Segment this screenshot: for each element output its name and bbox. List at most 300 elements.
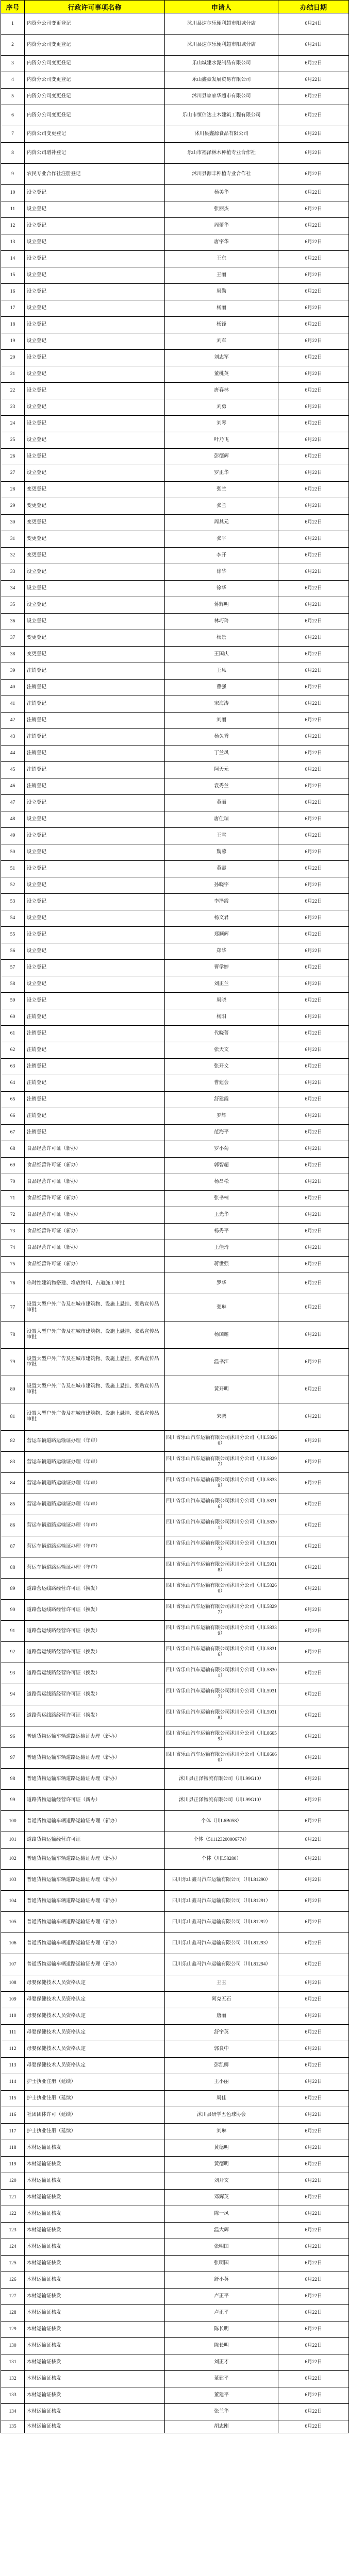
cell-date: 6月22日 bbox=[278, 828, 349, 844]
cell-applicant: 舒小英 bbox=[165, 2272, 278, 2289]
cell-applicant: 袁秀兰 bbox=[165, 778, 278, 795]
cell-date: 6月22日 bbox=[278, 2387, 349, 2404]
cell-applicant: 叶乃飞 bbox=[165, 432, 278, 449]
cell-item: 注销登记 bbox=[25, 778, 165, 795]
cell-applicant: 沭川县源丰种植专业合作社 bbox=[165, 164, 278, 185]
cell-applicant: 四川省乐山汽车运输有限公司沭川分公司（川L58316） bbox=[165, 1642, 278, 1663]
cell-date: 6月22日 bbox=[278, 515, 349, 531]
table-row bbox=[1, 1975, 349, 1992]
cell-item: 营运车辆道路运输证办理（年审） bbox=[25, 1557, 165, 1579]
cell-date: 6月22日 bbox=[278, 1705, 349, 1726]
table-row bbox=[1, 614, 349, 630]
cell-applicant: 杨文君 bbox=[165, 910, 278, 927]
cell-no: 104 bbox=[1, 1891, 25, 1912]
cell-date: 6月22日 bbox=[278, 630, 349, 647]
cell-applicant: 沭川县速尔乐便利超市阳城分店 bbox=[165, 13, 278, 35]
table-row bbox=[1, 2124, 349, 2140]
cell-applicant: 张天文 bbox=[165, 1042, 278, 1059]
table-row bbox=[1, 515, 349, 531]
cell-applicant: 个体（川L6B058） bbox=[165, 1811, 278, 1832]
cell-no: 12 bbox=[1, 218, 25, 234]
table-row bbox=[1, 1600, 349, 1621]
cell-no: 96 bbox=[1, 1726, 25, 1748]
cell-no: 70 bbox=[1, 1174, 25, 1191]
cell-date: 6月22日 bbox=[278, 1992, 349, 2008]
table-row bbox=[1, 2305, 349, 2321]
table-row bbox=[1, 498, 349, 515]
cell-date: 6月22日 bbox=[278, 2338, 349, 2354]
table-row bbox=[1, 1125, 349, 1141]
cell-applicant: 沭川县速尔乐便利超市阳城分店 bbox=[165, 35, 278, 56]
cell-date: 6月22日 bbox=[278, 1579, 349, 1600]
cell-no: 59 bbox=[1, 993, 25, 1009]
cell-applicant: 董建平 bbox=[165, 2371, 278, 2387]
table-row bbox=[1, 2107, 349, 2124]
cell-applicant: 舒宇英 bbox=[165, 2025, 278, 2041]
cell-item: 木材运输证核发 bbox=[25, 2239, 165, 2256]
cell-no: 100 bbox=[1, 1811, 25, 1832]
cell-applicant: 乐山鑫豪发展贸易有限公司 bbox=[165, 72, 278, 89]
table-row bbox=[1, 1933, 349, 1954]
cell-item: 变更登记 bbox=[25, 498, 165, 515]
cell-no: 111 bbox=[1, 2025, 25, 2041]
cell-date: 6月22日 bbox=[278, 2256, 349, 2272]
table-row bbox=[1, 1642, 349, 1663]
cell-applicant: 代晓菁 bbox=[165, 1026, 278, 1042]
header-date: 办结日期 bbox=[278, 1, 349, 13]
cell-date: 6月22日 bbox=[278, 696, 349, 713]
table-row bbox=[1, 1705, 349, 1726]
cell-item: 母婴保健技术人员资格认定 bbox=[25, 2025, 165, 2041]
cell-applicant: 四川乐山鑫马汽车运输有限公司（川L81293） bbox=[165, 1933, 278, 1954]
cell-item: 变更登记 bbox=[25, 482, 165, 498]
cell-date: 6月22日 bbox=[278, 877, 349, 894]
table-row bbox=[1, 663, 349, 680]
cell-applicant: 董建平 bbox=[165, 2387, 278, 2404]
table-row bbox=[1, 2074, 349, 2091]
table-row bbox=[1, 2157, 349, 2173]
cell-applicant: 四川省乐山汽车运输有限公司沭川分公司（川L59318） bbox=[165, 1705, 278, 1726]
table-row bbox=[1, 1811, 349, 1832]
table-row bbox=[1, 993, 349, 1009]
table-row bbox=[1, 383, 349, 399]
cell-item: 设置大型户外广告及在城市建筑物、设施上悬挂、张贴宣传品审批 bbox=[25, 1376, 165, 1403]
cell-item: 道路营运线路经营许可证（换发） bbox=[25, 1684, 165, 1705]
cell-item: 食品经营许可证（新办） bbox=[25, 1158, 165, 1174]
table-row bbox=[1, 2371, 349, 2387]
cell-no: 86 bbox=[1, 1515, 25, 1536]
table-row bbox=[1, 811, 349, 828]
cell-no: 5 bbox=[1, 89, 25, 105]
cell-applicant: 四川省乐山汽车运输有限公司沭川分公司（川L58260） bbox=[165, 1431, 278, 1452]
table-row bbox=[1, 2321, 349, 2338]
cell-item: 设立登记 bbox=[25, 284, 165, 300]
table-row bbox=[1, 960, 349, 976]
table-row bbox=[1, 861, 349, 877]
cell-item: 设立登记 bbox=[25, 993, 165, 1009]
cell-no: 118 bbox=[1, 2140, 25, 2157]
cell-date: 6月24日 bbox=[278, 13, 349, 35]
cell-date: 6月22日 bbox=[278, 218, 349, 234]
cell-no: 53 bbox=[1, 894, 25, 910]
cell-no: 44 bbox=[1, 745, 25, 762]
cell-applicant: 唐春林 bbox=[165, 383, 278, 399]
cell-date: 6月22日 bbox=[278, 1349, 349, 1376]
cell-item: 设立登记 bbox=[25, 614, 165, 630]
table-row bbox=[1, 1473, 349, 1494]
cell-item: 设立登记 bbox=[25, 564, 165, 581]
cell-item: 设立登记 bbox=[25, 877, 165, 894]
cell-applicant: 唐宇华 bbox=[165, 234, 278, 251]
cell-item: 普通货物运输车辆道路运输证办理（新办） bbox=[25, 1769, 165, 1790]
cell-applicant: 张琳 bbox=[165, 1294, 278, 1321]
cell-date: 6月22日 bbox=[278, 1075, 349, 1092]
cell-applicant: 黄德明 bbox=[165, 2140, 278, 2157]
table-row bbox=[1, 1769, 349, 1790]
cell-applicant: 四川省乐山汽车运输有限公司沭川分公司（川L59318） bbox=[165, 1557, 278, 1579]
cell-no: 36 bbox=[1, 614, 25, 630]
cell-date: 6月22日 bbox=[278, 1240, 349, 1257]
table-row bbox=[1, 399, 349, 416]
cell-item: 道路营运线路经营许可证（换发） bbox=[25, 1600, 165, 1621]
cell-item: 食品经营许可证（新办） bbox=[25, 1224, 165, 1240]
cell-date: 6月22日 bbox=[278, 1294, 349, 1321]
cell-no: 58 bbox=[1, 976, 25, 993]
cell-no: 31 bbox=[1, 531, 25, 548]
cell-date: 6月22日 bbox=[278, 745, 349, 762]
cell-item: 内资分公司变更登记 bbox=[25, 72, 165, 89]
cell-no: 117 bbox=[1, 2124, 25, 2140]
cell-applicant: 沭川县鑫源食品有限公司 bbox=[165, 126, 278, 143]
cell-item: 注销登记 bbox=[25, 729, 165, 745]
cell-no: 114 bbox=[1, 2074, 25, 2091]
cell-no: 110 bbox=[1, 2008, 25, 2025]
table-row bbox=[1, 1403, 349, 1431]
cell-date: 6月22日 bbox=[278, 729, 349, 745]
cell-date: 6月22日 bbox=[278, 317, 349, 333]
cell-item: 护士执业注册（延续） bbox=[25, 2091, 165, 2107]
cell-item: 变更登记 bbox=[25, 515, 165, 531]
cell-no: 28 bbox=[1, 482, 25, 498]
cell-date: 6月22日 bbox=[278, 465, 349, 482]
cell-no: 115 bbox=[1, 2091, 25, 2107]
cell-date: 6月22日 bbox=[278, 1621, 349, 1642]
cell-applicant: 王小丽 bbox=[165, 2074, 278, 2091]
table-row bbox=[1, 1790, 349, 1811]
table-row bbox=[1, 234, 349, 251]
table-row bbox=[1, 1349, 349, 1376]
cell-item: 护士执业注册（延续） bbox=[25, 2124, 165, 2140]
cell-no: 81 bbox=[1, 1403, 25, 1431]
cell-date: 6月22日 bbox=[278, 72, 349, 89]
cell-item: 护士执业注册（延续） bbox=[25, 2074, 165, 2091]
table-row bbox=[1, 105, 349, 126]
cell-date: 6月22日 bbox=[278, 1748, 349, 1769]
cell-no: 17 bbox=[1, 300, 25, 317]
cell-no: 85 bbox=[1, 1494, 25, 1515]
cell-item: 注销登记 bbox=[25, 1108, 165, 1125]
cell-no: 45 bbox=[1, 762, 25, 778]
table-row bbox=[1, 1431, 349, 1452]
cell-no: 94 bbox=[1, 1684, 25, 1705]
cell-date: 6月22日 bbox=[278, 2157, 349, 2173]
cell-no: 55 bbox=[1, 927, 25, 943]
table-row bbox=[1, 1452, 349, 1473]
cell-item: 道路营运线路经营许可证（换发） bbox=[25, 1579, 165, 1600]
cell-date: 6月22日 bbox=[278, 1769, 349, 1790]
cell-no: 99 bbox=[1, 1790, 25, 1811]
cell-item: 设置大型户外广告及在城市建筑物、设施上悬挂、张贴宣传品审批 bbox=[25, 1403, 165, 1431]
cell-item: 设立登记 bbox=[25, 185, 165, 201]
cell-item: 变更登记 bbox=[25, 531, 165, 548]
cell-no: 33 bbox=[1, 564, 25, 581]
cell-applicant: 王国庆 bbox=[165, 647, 278, 663]
cell-date: 6月22日 bbox=[278, 1849, 349, 1870]
cell-no: 130 bbox=[1, 2338, 25, 2354]
cell-no: 126 bbox=[1, 2272, 25, 2289]
cell-applicant: 沭川县家家华超市有限公司 bbox=[165, 89, 278, 105]
cell-applicant: 王丽 bbox=[165, 267, 278, 284]
cell-date: 6月22日 bbox=[278, 383, 349, 399]
cell-no: 32 bbox=[1, 548, 25, 564]
cell-item: 木材运输证核发 bbox=[25, 2190, 165, 2206]
cell-applicant: 徐华 bbox=[165, 564, 278, 581]
cell-applicant: 范海平 bbox=[165, 1125, 278, 1141]
cell-date: 6月22日 bbox=[278, 1224, 349, 1240]
cell-date: 6月22日 bbox=[278, 1870, 349, 1891]
cell-item: 内资分公司变更登记 bbox=[25, 35, 165, 56]
cell-item: 木材运输证核发 bbox=[25, 2371, 165, 2387]
cell-applicant: 魏蓉 bbox=[165, 844, 278, 861]
table-row bbox=[1, 333, 349, 350]
cell-applicant: 黄德明 bbox=[165, 2157, 278, 2173]
cell-no: 102 bbox=[1, 1849, 25, 1870]
cell-applicant: 刘正兰 bbox=[165, 976, 278, 993]
cell-no: 40 bbox=[1, 680, 25, 696]
table-row bbox=[1, 828, 349, 844]
table-row bbox=[1, 1849, 349, 1870]
cell-applicant: 王东 bbox=[165, 251, 278, 267]
cell-item: 设立登记 bbox=[25, 251, 165, 267]
cell-no: 35 bbox=[1, 597, 25, 614]
cell-date: 6月22日 bbox=[278, 2107, 349, 2124]
cell-no: 16 bbox=[1, 284, 25, 300]
cell-applicant: 张平 bbox=[165, 531, 278, 548]
cell-applicant: 刘丽 bbox=[165, 713, 278, 729]
cell-date: 6月22日 bbox=[278, 2371, 349, 2387]
cell-no: 76 bbox=[1, 1273, 25, 1294]
header-no: 序号 bbox=[1, 1, 25, 13]
cell-no: 97 bbox=[1, 1748, 25, 1769]
cell-item: 普通货物运输车辆道路运输证办理（新办） bbox=[25, 1811, 165, 1832]
table-row bbox=[1, 548, 349, 564]
cell-item: 设立登记 bbox=[25, 432, 165, 449]
cell-date: 6月22日 bbox=[278, 2173, 349, 2190]
cell-applicant: 丁兰凤 bbox=[165, 745, 278, 762]
table-row bbox=[1, 1912, 349, 1933]
cell-no: 46 bbox=[1, 778, 25, 795]
cell-item: 营运车辆道路运输证办理（年审） bbox=[25, 1515, 165, 1536]
cell-date: 6月22日 bbox=[278, 2091, 349, 2107]
cell-no: 41 bbox=[1, 696, 25, 713]
table-row bbox=[1, 1075, 349, 1092]
cell-no: 116 bbox=[1, 2107, 25, 2124]
cell-no: 57 bbox=[1, 960, 25, 976]
cell-item: 设立登记 bbox=[25, 234, 165, 251]
cell-applicant: 张兰 bbox=[165, 498, 278, 515]
cell-date: 6月22日 bbox=[278, 350, 349, 366]
cell-applicant: 卢正平 bbox=[165, 2305, 278, 2321]
cell-date: 6月22日 bbox=[278, 1790, 349, 1811]
cell-item: 注销登记 bbox=[25, 1125, 165, 1141]
cell-date: 6月22日 bbox=[278, 1125, 349, 1141]
cell-item: 营运车辆道路运输证办理（年审） bbox=[25, 1431, 165, 1452]
table-row bbox=[1, 89, 349, 105]
cell-applicant: 罗小菊 bbox=[165, 1141, 278, 1158]
cell-item: 道路营运线路经营许可证（换发） bbox=[25, 1663, 165, 1684]
table-row bbox=[1, 2173, 349, 2190]
cell-applicant: 四川省乐山汽车运输有限公司沭川分公司（川L58339） bbox=[165, 1621, 278, 1642]
cell-applicant: 曹学婷 bbox=[165, 960, 278, 976]
cell-no: 125 bbox=[1, 2256, 25, 2272]
cell-no: 84 bbox=[1, 1473, 25, 1494]
cell-date: 6月22日 bbox=[278, 531, 349, 548]
cell-date: 6月22日 bbox=[278, 56, 349, 72]
cell-applicant: 孙晓宇 bbox=[165, 877, 278, 894]
cell-item: 木材运输证核发 bbox=[25, 2404, 165, 2420]
cell-date: 6月22日 bbox=[278, 564, 349, 581]
cell-applicant: 彭德辉 bbox=[165, 449, 278, 465]
cell-date: 6月22日 bbox=[278, 927, 349, 943]
cell-date: 6月22日 bbox=[278, 976, 349, 993]
cell-applicant: 宋鹏 bbox=[165, 1403, 278, 1431]
table-row bbox=[1, 2058, 349, 2074]
cell-date: 6月22日 bbox=[278, 1158, 349, 1174]
cell-date: 6月22日 bbox=[278, 943, 349, 960]
cell-applicant: 宋海涛 bbox=[165, 696, 278, 713]
cell-item: 设立登记 bbox=[25, 910, 165, 927]
table-row bbox=[1, 1684, 349, 1705]
table-row bbox=[1, 713, 349, 729]
cell-no: 132 bbox=[1, 2371, 25, 2387]
table-row bbox=[1, 2404, 349, 2420]
table-row bbox=[1, 647, 349, 663]
cell-date: 6月22日 bbox=[278, 1257, 349, 1273]
cell-applicant: 四川省乐山汽车运输有限公司沭川分公司（川L58297） bbox=[165, 1600, 278, 1621]
table-row bbox=[1, 1191, 349, 1207]
cell-no: 29 bbox=[1, 498, 25, 515]
cell-no: 74 bbox=[1, 1240, 25, 1257]
cell-date: 6月22日 bbox=[278, 2206, 349, 2223]
cell-date: 6月22日 bbox=[278, 1059, 349, 1075]
cell-date: 6月22日 bbox=[278, 861, 349, 877]
cell-applicant: 刘正才 bbox=[165, 2354, 278, 2371]
table-row bbox=[1, 1108, 349, 1125]
cell-applicant: 四川乐山鑫马汽车运输有限公司（川L81291） bbox=[165, 1891, 278, 1912]
table-row bbox=[1, 2041, 349, 2058]
cell-applicant: 杨昌松 bbox=[165, 1174, 278, 1191]
cell-item: 木材运输证核发 bbox=[25, 2256, 165, 2272]
table-row bbox=[1, 218, 349, 234]
table-row bbox=[1, 1257, 349, 1273]
cell-item: 设立登记 bbox=[25, 795, 165, 811]
cell-item: 注销登记 bbox=[25, 663, 165, 680]
cell-no: 93 bbox=[1, 1663, 25, 1684]
cell-date: 6月22日 bbox=[278, 2190, 349, 2206]
table-row bbox=[1, 778, 349, 795]
cell-no: 54 bbox=[1, 910, 25, 927]
cell-no: 123 bbox=[1, 2223, 25, 2239]
table-row bbox=[1, 1891, 349, 1912]
table-row bbox=[1, 35, 349, 56]
cell-no: 101 bbox=[1, 1832, 25, 1849]
cell-item: 注销登记 bbox=[25, 1059, 165, 1075]
cell-date: 6月22日 bbox=[278, 1557, 349, 1579]
cell-no: 135 bbox=[1, 2420, 25, 2433]
cell-applicant: 周晓 bbox=[165, 993, 278, 1009]
cell-item: 设立登记 bbox=[25, 976, 165, 993]
cell-applicant: 温大辉 bbox=[165, 2223, 278, 2239]
cell-applicant: 张开文 bbox=[165, 1059, 278, 1075]
cell-no: 69 bbox=[1, 1158, 25, 1174]
cell-date: 6月22日 bbox=[278, 1473, 349, 1494]
cell-item: 普通货物运输车辆道路运输证办理（新办） bbox=[25, 1870, 165, 1891]
cell-item: 木材运输证核发 bbox=[25, 2223, 165, 2239]
cell-no: 63 bbox=[1, 1059, 25, 1075]
table-row bbox=[1, 795, 349, 811]
cell-no: 13 bbox=[1, 234, 25, 251]
table-row bbox=[1, 1663, 349, 1684]
cell-no: 134 bbox=[1, 2404, 25, 2420]
cell-applicant: 王佳琦 bbox=[165, 1240, 278, 1257]
cell-no: 79 bbox=[1, 1349, 25, 1376]
cell-applicant: 张兰华 bbox=[165, 2404, 278, 2420]
cell-no: 77 bbox=[1, 1294, 25, 1321]
cell-date: 6月22日 bbox=[278, 1726, 349, 1748]
table-row bbox=[1, 1832, 349, 1849]
cell-item: 设立登记 bbox=[25, 399, 165, 416]
cell-item: 母婴保健技术人员资格认定 bbox=[25, 2041, 165, 2058]
cell-date: 6月22日 bbox=[278, 2008, 349, 2025]
cell-item: 木材运输证核发 bbox=[25, 2338, 165, 2354]
cell-item: 注销登记 bbox=[25, 696, 165, 713]
cell-item: 设立登记 bbox=[25, 350, 165, 366]
cell-no: 52 bbox=[1, 877, 25, 894]
cell-date: 6月22日 bbox=[278, 1026, 349, 1042]
cell-no: 21 bbox=[1, 366, 25, 383]
cell-applicant: 郑华 bbox=[165, 943, 278, 960]
cell-item: 木材运输证核发 bbox=[25, 2305, 165, 2321]
cell-applicant: 杨秀平 bbox=[165, 1224, 278, 1240]
cell-date: 6月22日 bbox=[278, 126, 349, 143]
cell-no: 73 bbox=[1, 1224, 25, 1240]
cell-applicant: 四川省乐山汽车运输有限公司沭川分公司（川L59317） bbox=[165, 1684, 278, 1705]
cell-item: 普通货物运输车辆道路运输证办理（新办） bbox=[25, 1748, 165, 1769]
cell-no: 27 bbox=[1, 465, 25, 482]
table-row bbox=[1, 2239, 349, 2256]
header-item: 行政许可事项名称 bbox=[25, 1, 165, 13]
cell-applicant: 周其元 bbox=[165, 515, 278, 531]
table-row bbox=[1, 1294, 349, 1321]
cell-applicant: 唐佳瑞 bbox=[165, 811, 278, 828]
cell-applicant: 温书江 bbox=[165, 1349, 278, 1376]
cell-applicant: 蒋辉明 bbox=[165, 597, 278, 614]
cell-item: 内资分公司变更登记 bbox=[25, 105, 165, 126]
cell-applicant: 四川省乐山汽车运输有限公司沭川分公司（川L58297） bbox=[165, 1452, 278, 1473]
cell-item: 普通货物运输车辆道路运输证办理（新办） bbox=[25, 1933, 165, 1954]
table-row bbox=[1, 317, 349, 333]
cell-applicant: 刘军 bbox=[165, 333, 278, 350]
